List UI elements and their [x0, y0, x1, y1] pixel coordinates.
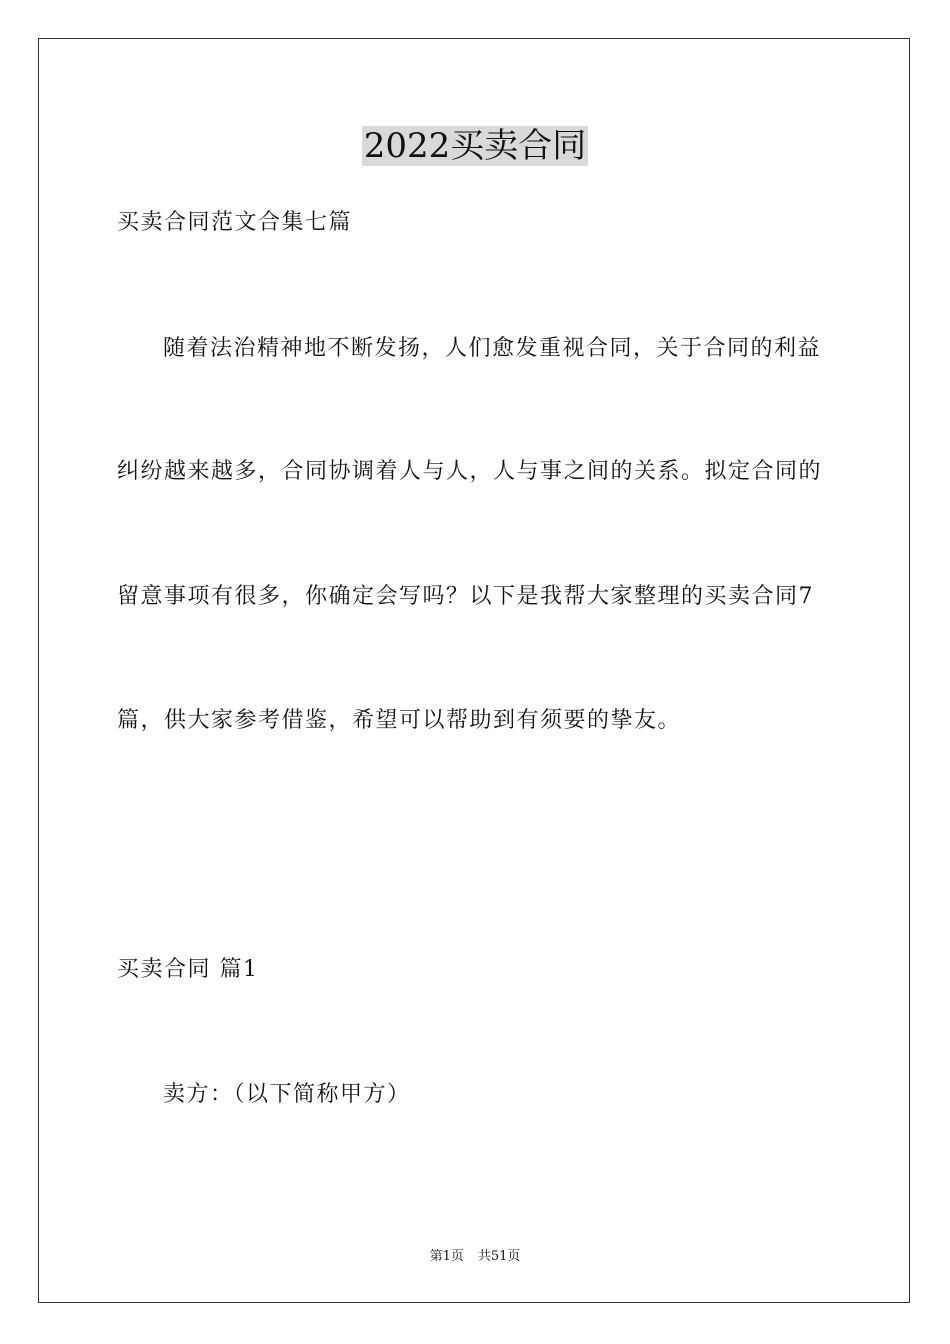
current-page-label: 第1页 [429, 1249, 464, 1264]
document-title-text: 2022买卖合同 [363, 126, 587, 166]
document-subtitle: 买卖合同范文合集七篇 [117, 210, 353, 235]
page-footer [0, 1248, 950, 1266]
total-pages-label: 共51页 [477, 1249, 521, 1264]
seller-line: 卖方：（以下简称甲方） [163, 1082, 411, 1107]
intro-line-3: 留意事项有很多，你确定会写吗？以下是我帮大家整理的买卖合同7 [117, 584, 814, 609]
intro-line-2: 纠纷越来越多，合同协调着人与人，人与事之间的关系。拟定合同的 [117, 459, 823, 484]
section-heading: 买卖合同 篇1 [117, 957, 259, 982]
intro-line-1: 随着法治精神地不断发扬，人们愈发重视合同，关于合同的利益 [163, 336, 822, 361]
document-title [0, 124, 950, 168]
intro-line-4: 篇，供大家参考借鉴，希望可以帮助到有须要的挚友。 [117, 708, 682, 733]
